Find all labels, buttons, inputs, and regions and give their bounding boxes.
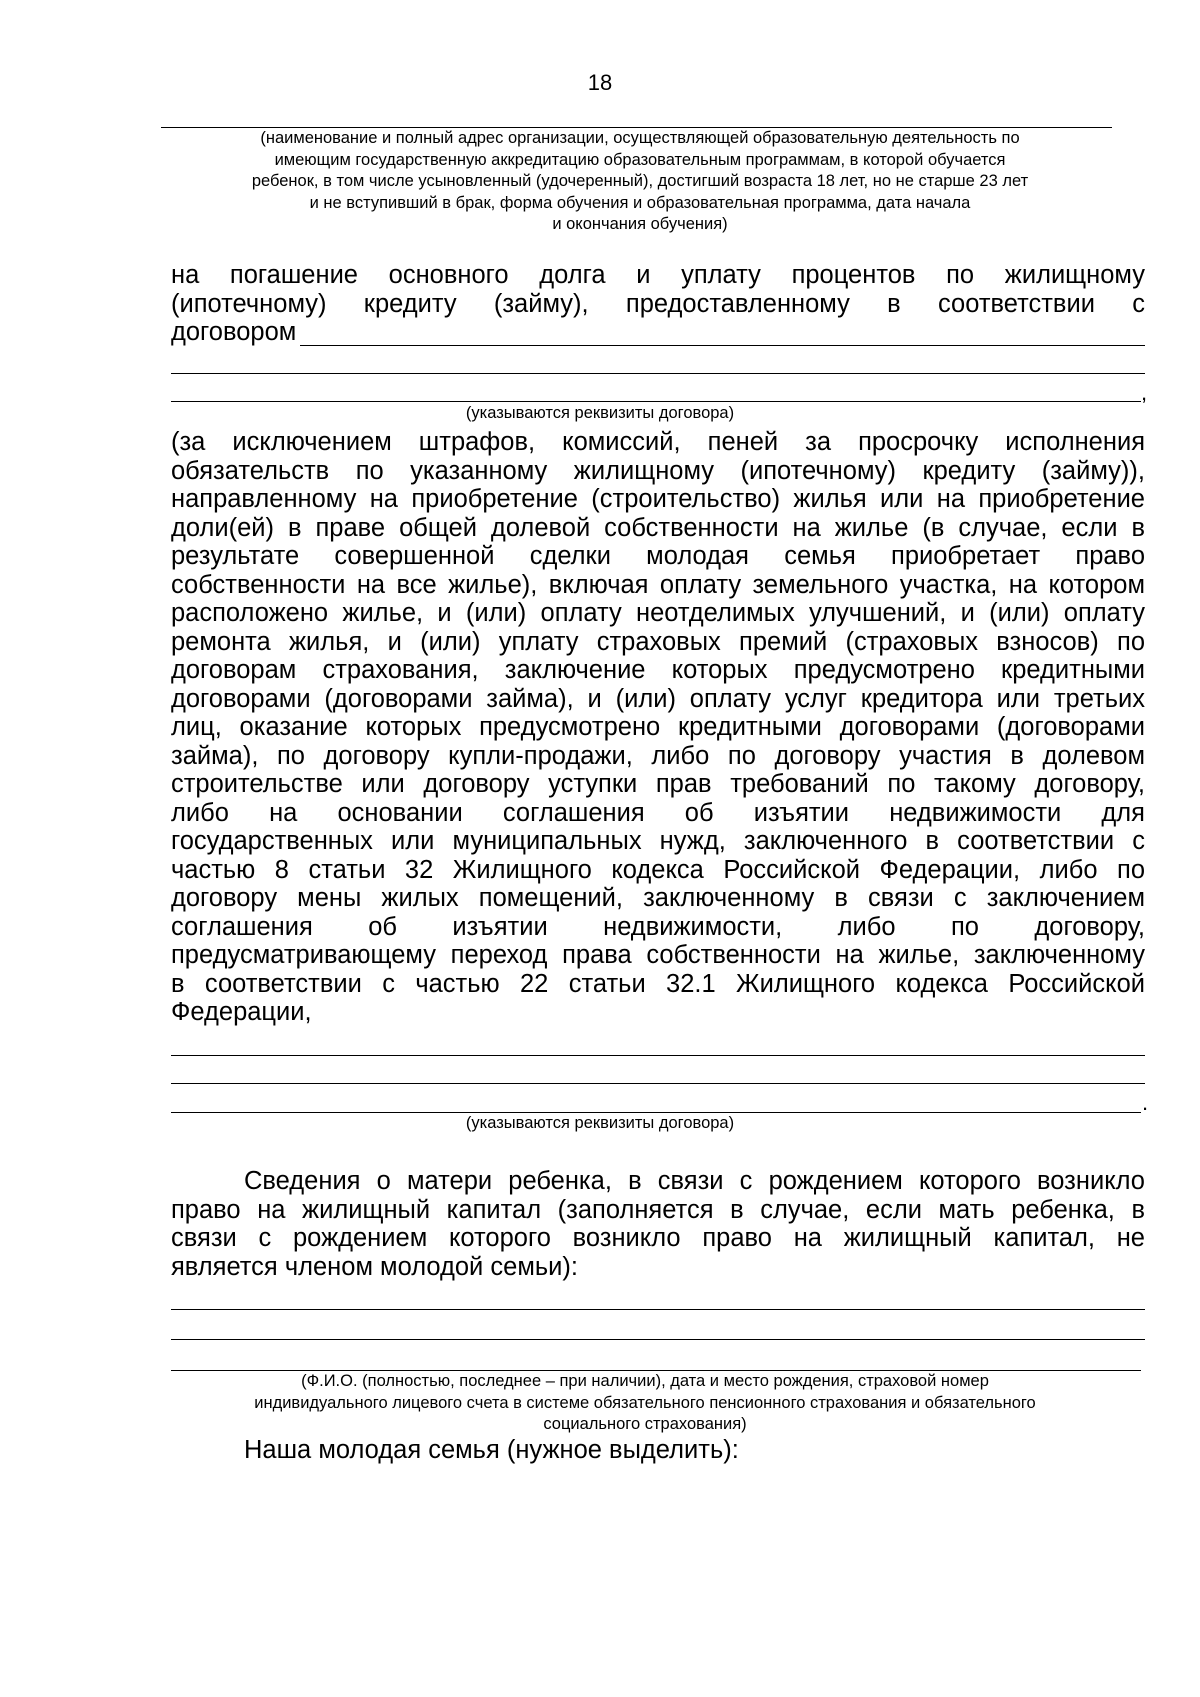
- fio-caption-line: (Ф.И.О. (полностью, последнее – при наличии), дата и место рождения, страховой номер: [301, 1372, 989, 1390]
- paragraph-line: соглашения об изъятии недвижимости, либо по договору,: [171, 912, 1145, 941]
- mother-info-paragraph: [171, 1167, 1145, 1281]
- paragraph-line: на погашение основного долга и уплату процентов по жилищному: [171, 261, 1145, 289]
- org-caption-line: ребенок, в том числе усыновленный (удочеренный), достигший возраста 18 лет, но не старше 23 лет: [251, 172, 1029, 190]
- paragraph-line: связи с рождением которого возникло право на жилищный капитал, не: [171, 1224, 1145, 1252]
- fio-caption-line: индивидуального лицевого счета в системе обязательного пенсионного страхования и обязательного: [254, 1393, 1036, 1412]
- paragraph-line: в соответствии с частью 22 статьи 32.1 Жилищного кодекса Российской: [171, 969, 1145, 998]
- paragraph-line: собственности на все жилье), включая оплату земельного участка, на котором: [171, 570, 1145, 599]
- paragraph-line: Федерации,: [171, 998, 312, 1026]
- paragraph-line: предусматривающему переход права собственности на жилье, заключенному: [171, 941, 1145, 969]
- org-caption-line: (наименование и полный адрес организации, осуществляющей образовательную деятельность по: [260, 129, 1020, 147]
- contract-caption-text: (указываются реквизиты договора): [465, 404, 735, 422]
- org-caption: [150, 128, 1130, 236]
- fio-caption: [150, 1371, 1140, 1436]
- mother-fill-line-2[interactable]: [171, 1339, 1145, 1340]
- paragraph-line: либо на основании соглашения об изъятии недвижимости для: [171, 798, 1145, 827]
- paragraph-line: обязательств по указанному жилищному (ипотечному) кредиту (займу)),: [171, 456, 1145, 485]
- contract-fill-line-2[interactable]: [171, 373, 1145, 374]
- dogovor-label: договором: [171, 318, 297, 346]
- period-mark: .: [1142, 1090, 1149, 1115]
- contract-caption: [0, 403, 1200, 425]
- contract-fill-line-1[interactable]: [300, 345, 1145, 346]
- paragraph-line: ремонта жилья, и (или) уплату страховых премий (страховых взносов) по: [171, 627, 1145, 656]
- paragraph-line: доли(ей) в праве общей долевой собственности на жилье (в случае, если в: [171, 513, 1145, 542]
- paragraph-line: договору мены жилых помещений, заключенному в связи с заключением: [171, 884, 1145, 912]
- paragraph-line: государственных или муниципальных нужд, заключенного в соответствии с: [171, 827, 1145, 855]
- contract-fill-line-5[interactable]: [171, 1083, 1145, 1084]
- paragraph-line: Сведения о матери ребенка, в связи с рождением которого возникло: [244, 1167, 1145, 1195]
- paragraph-line: результате совершенной сделки молодая семья приобретает право: [171, 542, 1145, 570]
- repayment-paragraph: [171, 261, 1145, 318]
- paragraph-line: является членом молодой семьи):: [171, 1252, 578, 1281]
- comma-mark: ,: [1141, 380, 1148, 405]
- paragraph-line: право на жилищный капитал (заполняется в случае, если мать ребенка, в: [171, 1195, 1145, 1224]
- exclusion-paragraph: [171, 428, 1145, 1027]
- paragraph-line: частью 8 статьи 32 Жилищного кодекса Российской Федерации, либо по: [171, 855, 1145, 884]
- org-caption-line: имеющим государственную аккредитацию образовательным программам, в которой обучается: [274, 150, 1006, 169]
- paragraph-line: (ипотечному) кредиту (займу), предоставленному в соответствии с: [171, 289, 1145, 318]
- paragraph-line: (за исключением штрафов, комиссий, пеней за просрочку исполнения: [171, 428, 1145, 456]
- mother-fill-line-1[interactable]: [171, 1309, 1145, 1310]
- org-caption-line: и окончания обучения): [552, 215, 728, 233]
- paragraph-line: направленному на приобретение (строительство) жилья или на приобретение: [171, 485, 1145, 513]
- paragraph-line: займа), по договору купли-продажи, либо по договору участия в долевом: [171, 741, 1145, 770]
- family-status-line: Наша молодая семья (нужное выделить):: [244, 1436, 739, 1464]
- paragraph-line: расположено жилье, и (или) оплату неотделимых улучшений, и (или) оплату: [171, 599, 1145, 627]
- paragraph-line: договорам страхования, заключение которых предусмотрено кредитными: [171, 656, 1145, 684]
- paragraph-line: договорами (договорами займа), и (или) оплату услуг кредитора или третьих: [171, 684, 1145, 713]
- paragraph-line: лиц, оказание которых предусмотрено кредитными договорами (договорами: [171, 713, 1145, 741]
- fio-caption-line: социального страхования): [543, 1415, 747, 1433]
- contract-caption-text: (указываются реквизиты договора): [465, 1114, 735, 1132]
- org-caption-line: и не вступивший в брак, форма обучения и образовательная программа, дата начала: [309, 193, 971, 212]
- paragraph-line: строительстве или договору уступки прав требований по такому договору,: [171, 770, 1145, 798]
- contract-fill-line-4[interactable]: [171, 1055, 1145, 1056]
- contract-caption-2: [0, 1113, 1200, 1135]
- page-number: 18: [587, 70, 613, 95]
- contract-fill-line-3[interactable]: [171, 401, 1141, 402]
